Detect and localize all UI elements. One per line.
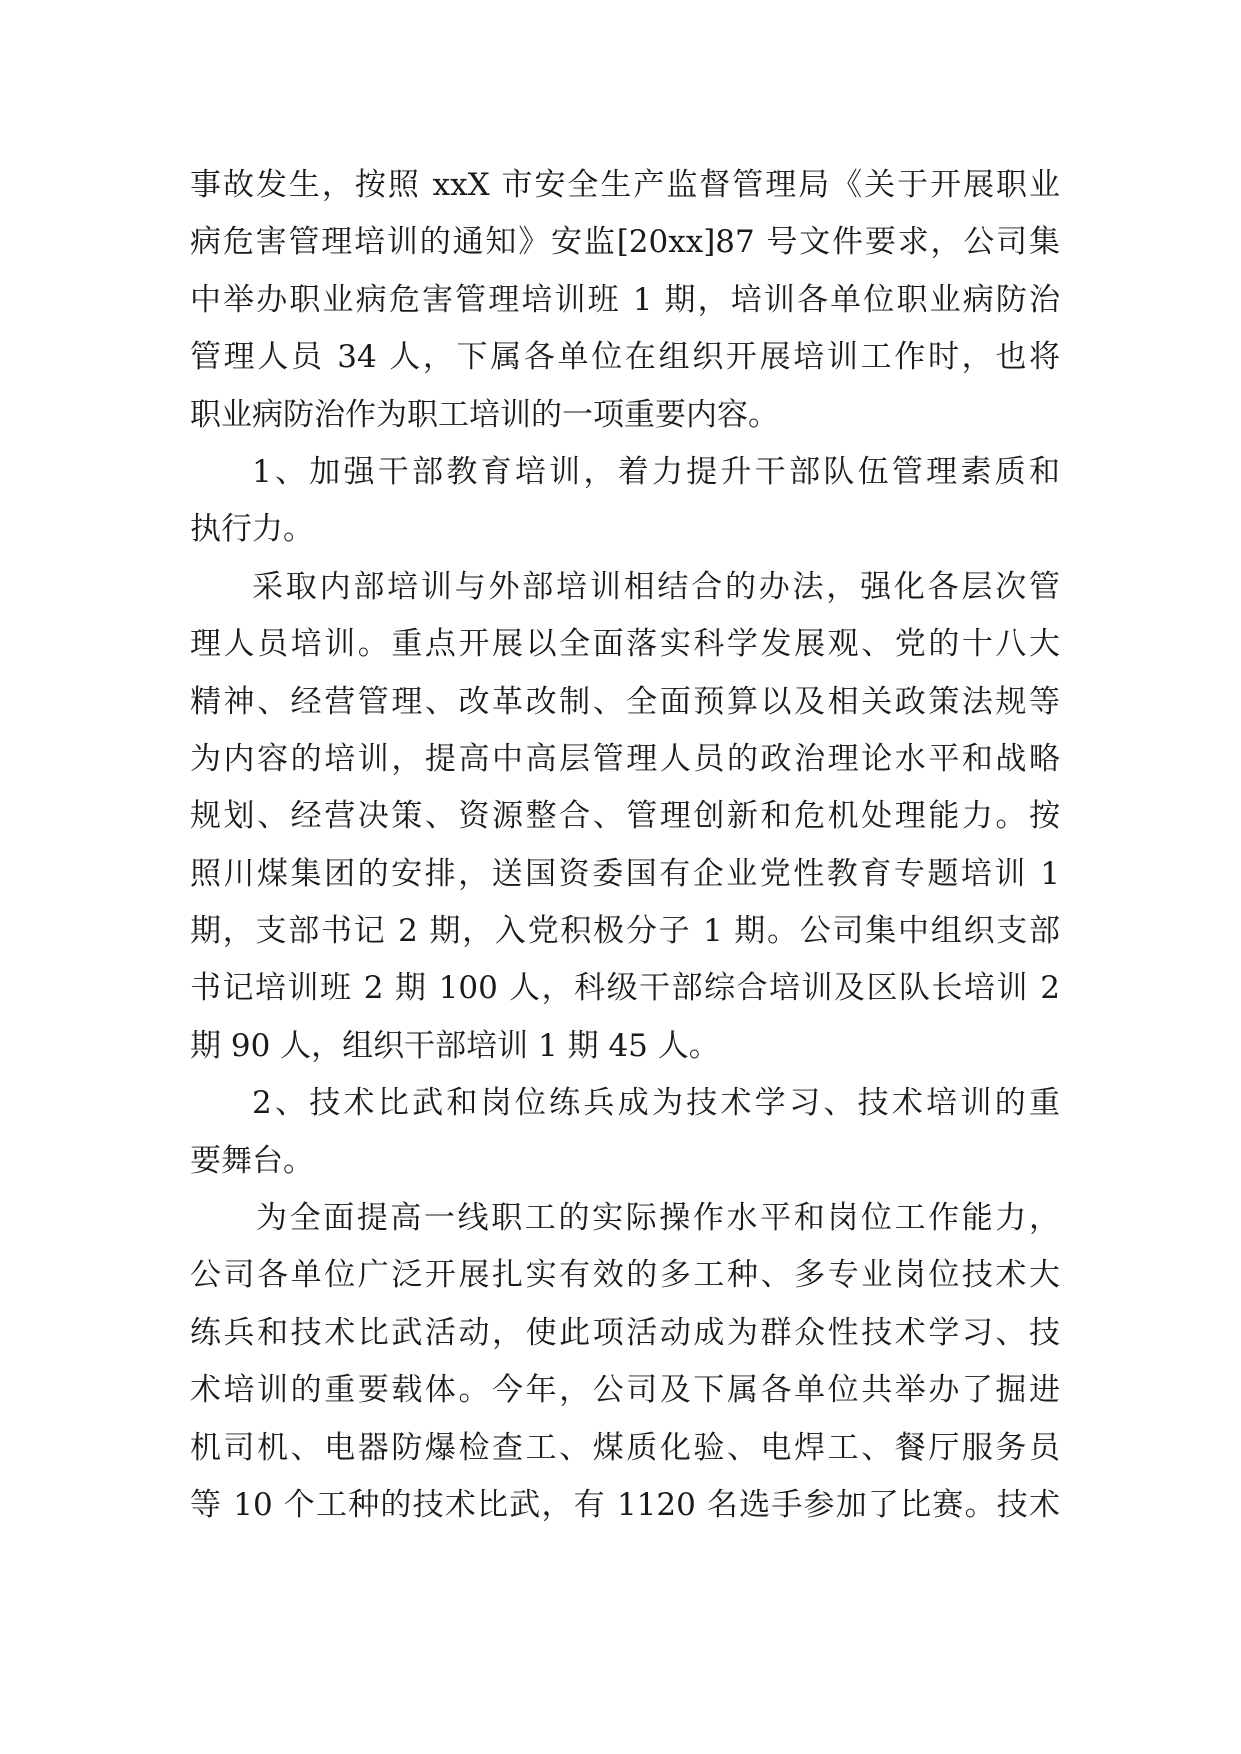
text-line: 等 10 个工种的技术比武，有 1120 名选手参加了比赛。技术	[190, 1486, 1060, 1523]
section-heading-line: 要舞台。	[190, 1142, 314, 1179]
text-line: 公司各单位广泛开展扎实有效的多工种、多专业岗位技术大	[190, 1257, 1060, 1294]
section-heading-line: 执行力。	[190, 511, 314, 548]
text-line: 术培训的重要载体。今年，公司及下属各单位共举办了掘进	[190, 1372, 1060, 1409]
text-line: 管理人员 34 人，下属各单位在组织开展培训工作时，也将	[190, 339, 1060, 376]
text-line: 理人员培训。重点开展以全面落实科学发展观、党的十八大	[190, 626, 1060, 663]
text-line: 练兵和技术比武活动，使此项活动成为群众性技术学习、技	[190, 1314, 1060, 1351]
text-line: 为内容的培训，提高中高层管理人员的政治理论水平和战略	[190, 740, 1060, 777]
section-heading-line: 1、加强干部教育培训，着力提升干部队伍管理素质和	[252, 453, 1060, 490]
text-line: 照川煤集团的安排，送国资委国有企业党性教育专题培训 1	[190, 855, 1060, 892]
text-line: 书记培训班 2 期 100 人，科级干部综合培训及区队长培训 2	[190, 970, 1060, 1007]
text-line: 规划、经营决策、资源整合、管理创新和危机处理能力。按	[190, 798, 1060, 835]
text-line: 采取内部培训与外部培训相结合的办法，强化各层次管	[252, 568, 1060, 605]
section-heading-line: 2、技术比武和岗位练兵成为技术学习、技术培训的重	[252, 1085, 1060, 1122]
document-body	[190, 157, 1060, 1534]
text-line: 机司机、电器防爆检查工、煤质化验、电焊工、餐厅服务员	[190, 1429, 1060, 1466]
text-line: 期，支部书记 2 期，入党积极分子 1 期。公司集中组织支部	[190, 913, 1060, 950]
text-line: 期 90 人，组织干部培训 1 期 45 人。	[190, 1027, 720, 1064]
text-line: 为全面提高一线职工的实际操作水平和岗位工作能力，	[256, 1200, 1060, 1237]
text-line: 中举办职业病危害管理培训班 1 期，培训各单位职业病防治	[190, 281, 1060, 318]
text-line: 病危害管理培训的通知》安监[20xx]87 号文件要求，公司集	[190, 224, 1060, 261]
text-line: 事故发生，按照 xxX 市安全生产监督管理局《关于开展职业	[190, 167, 1060, 203]
text-line: 职业病防治作为职工培训的一项重要内容。	[190, 396, 779, 433]
text-line: 精神、经营管理、改革改制、全面预算以及相关政策法规等	[190, 683, 1060, 720]
